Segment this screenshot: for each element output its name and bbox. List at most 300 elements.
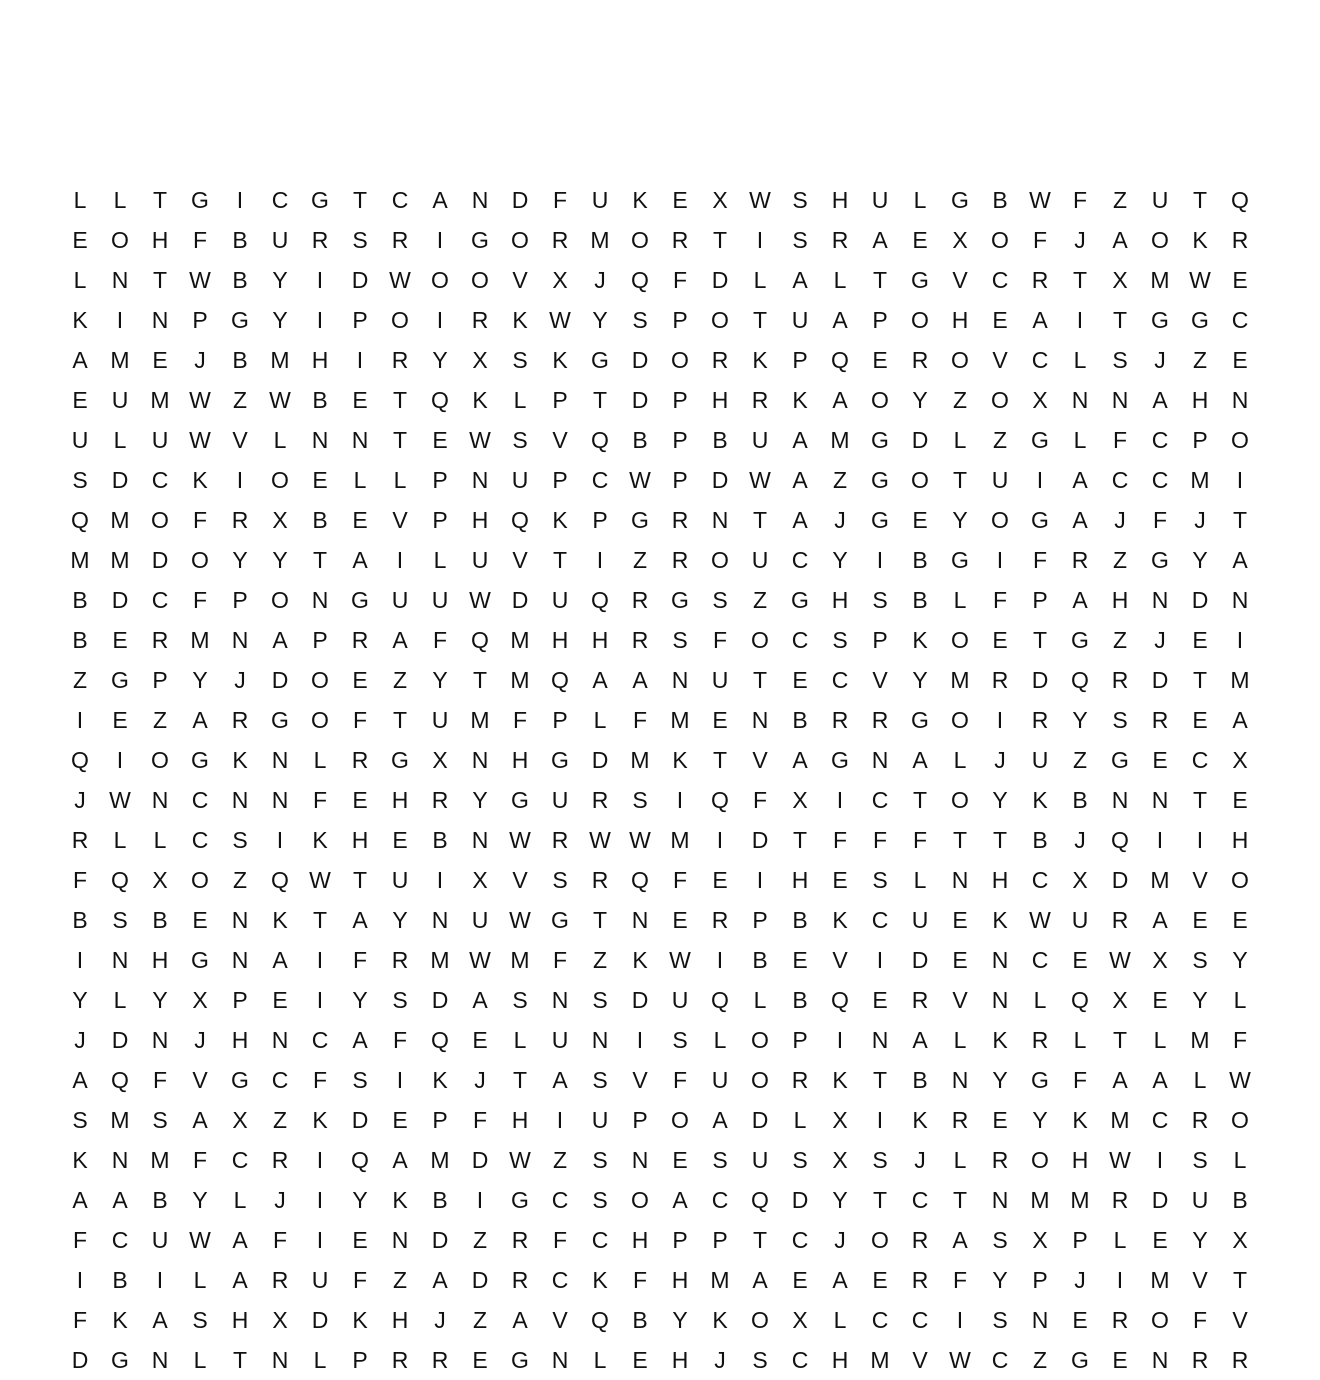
letter-cell[interactable]: L [593,1346,607,1373]
letter-cell[interactable]: E [352,506,368,533]
letter-cell[interactable]: T [1072,266,1088,293]
letter-cell[interactable]: C [871,786,889,813]
letter-cell[interactable]: A [832,386,848,413]
letter-cell[interactable]: N [1111,386,1129,413]
letter-cell[interactable]: Z [152,706,168,733]
letter-cell[interactable]: J [74,1026,86,1053]
letter-cell[interactable]: F [752,786,768,813]
letter-cell[interactable]: A [1232,706,1248,733]
letter-cell[interactable]: C [231,1146,249,1173]
letter-cell[interactable]: F [1032,226,1048,253]
letter-cell[interactable]: J [194,1026,206,1053]
letter-cell[interactable]: Y [992,1066,1008,1093]
letter-cell[interactable]: I [276,826,284,853]
letter-cell[interactable]: Y [272,546,288,573]
letter-cell[interactable]: O [871,1226,889,1253]
letter-cell[interactable]: L [73,266,87,293]
letter-cell[interactable]: E [872,986,888,1013]
letter-cell[interactable]: E [312,466,328,493]
letter-cell[interactable]: C [991,1346,1009,1373]
letter-cell[interactable]: L [593,706,607,733]
letter-cell[interactable]: X [1072,866,1088,893]
letter-cell[interactable]: T [872,1186,888,1213]
letter-cell[interactable]: X [1112,266,1128,293]
letter-cell[interactable]: H [231,1026,249,1053]
letter-cell[interactable]: R [911,986,929,1013]
letter-cell[interactable]: D [711,466,729,493]
letter-cell[interactable]: V [512,546,528,573]
letter-cell[interactable]: M [630,746,650,773]
letter-cell[interactable]: O [951,786,969,813]
letter-cell[interactable]: M [870,1346,890,1373]
letter-cell[interactable]: E [912,226,928,253]
letter-cell[interactable]: N [271,1346,289,1373]
letter-cell[interactable]: K [992,1026,1008,1053]
letter-cell[interactable]: O [391,306,409,333]
letter-cell[interactable]: X [1032,386,1048,413]
letter-cell[interactable]: I [716,826,724,853]
letter-cell[interactable]: F [1072,186,1088,213]
letter-cell[interactable]: B [232,346,248,373]
letter-cell[interactable]: C [791,1226,809,1253]
letter-cell[interactable]: U [471,546,489,573]
letter-cell[interactable]: Y [72,986,88,1013]
letter-cell[interactable]: K [1032,786,1048,813]
letter-cell[interactable]: T [872,266,888,293]
letter-cell[interactable]: I [1156,1146,1164,1173]
letter-cell[interactable]: Y [912,666,928,693]
letter-cell[interactable]: D [1151,1186,1169,1213]
letter-cell[interactable]: U [591,186,609,213]
letter-cell[interactable]: D [631,986,649,1013]
letter-cell[interactable]: A [512,1306,528,1333]
letter-cell[interactable]: E [1232,906,1248,933]
letter-cell[interactable]: Z [1112,626,1128,653]
letter-cell[interactable]: E [1192,626,1208,653]
letter-cell[interactable]: D [271,666,289,693]
letter-cell[interactable]: R [1111,906,1129,933]
letter-cell[interactable]: F [352,1266,368,1293]
letter-cell[interactable]: Z [472,1226,488,1253]
letter-cell[interactable]: E [352,386,368,413]
letter-cell[interactable]: L [1033,986,1047,1013]
letter-cell[interactable]: N [351,426,369,453]
letter-cell[interactable]: W [469,586,491,613]
letter-cell[interactable]: M [430,946,450,973]
letter-cell[interactable]: M [510,666,530,693]
letter-cell[interactable]: R [391,1346,409,1373]
letter-cell[interactable]: G [271,706,289,733]
letter-cell[interactable]: T [752,306,768,333]
letter-cell[interactable]: I [676,786,684,813]
letter-cell[interactable]: Y [432,666,448,693]
letter-cell[interactable]: X [832,1146,848,1173]
letter-cell[interactable]: A [792,746,808,773]
letter-cell[interactable]: R [711,906,729,933]
letter-cell[interactable]: F [392,1026,408,1053]
letter-cell[interactable]: O [751,1026,769,1053]
letter-cell[interactable]: I [1036,466,1044,493]
letter-cell[interactable]: U [71,426,89,453]
letter-cell[interactable]: V [392,506,408,533]
letter-cell[interactable]: E [472,1346,488,1373]
letter-cell[interactable]: K [832,906,848,933]
letter-cell[interactable]: D [151,546,169,573]
letter-cell[interactable]: Y [912,386,928,413]
letter-cell[interactable]: R [1191,1346,1209,1373]
letter-cell[interactable]: Y [1232,946,1248,973]
letter-cell[interactable]: E [352,1226,368,1253]
letter-cell[interactable]: O [751,1066,769,1093]
letter-cell[interactable]: U [151,1226,169,1253]
letter-cell[interactable]: A [1152,1066,1168,1093]
letter-cell[interactable]: O [1231,1106,1249,1133]
letter-cell[interactable]: G [1151,546,1169,573]
letter-cell[interactable]: S [872,1146,888,1173]
letter-cell[interactable]: I [836,786,844,813]
letter-cell[interactable]: D [431,986,449,1013]
letter-cell[interactable]: N [231,786,249,813]
letter-cell[interactable]: O [951,626,969,653]
letter-cell[interactable]: L [193,1346,207,1373]
letter-cell[interactable]: Z [232,866,248,893]
letter-cell[interactable]: D [751,1106,769,1133]
letter-cell[interactable]: J [834,1226,846,1253]
letter-cell[interactable]: I [316,1146,324,1173]
letter-cell[interactable]: Z [832,466,848,493]
letter-cell[interactable]: V [832,946,848,973]
letter-cell[interactable]: E [352,786,368,813]
letter-cell[interactable]: E [952,946,968,973]
letter-cell[interactable]: M [430,1146,450,1173]
letter-cell[interactable]: Q [471,626,489,653]
letter-cell[interactable]: G [871,466,889,493]
letter-cell[interactable]: N [471,746,489,773]
letter-cell[interactable]: C [311,1026,329,1053]
letter-cell[interactable]: N [391,1226,409,1253]
letter-cell[interactable]: P [592,506,608,533]
letter-cell[interactable]: I [396,1066,404,1093]
letter-cell[interactable]: S [792,186,808,213]
letter-cell[interactable]: Q [111,866,129,893]
letter-cell[interactable]: G [551,906,569,933]
letter-cell[interactable]: I [476,1186,484,1213]
letter-cell[interactable]: Z [272,1106,288,1133]
letter-cell[interactable]: N [151,1026,169,1053]
letter-cell[interactable]: T [752,506,768,533]
letter-cell[interactable]: U [871,186,889,213]
letter-cell[interactable]: B [232,266,248,293]
letter-cell[interactable]: S [1192,946,1208,973]
letter-cell[interactable]: Z [232,386,248,413]
letter-cell[interactable]: C [551,1266,569,1293]
letter-cell[interactable]: H [1191,386,1209,413]
letter-cell[interactable]: G [911,706,929,733]
letter-cell[interactable]: C [151,586,169,613]
letter-cell[interactable]: G [631,506,649,533]
letter-cell[interactable]: G [591,346,609,373]
letter-cell[interactable]: M [1150,1266,1170,1293]
letter-cell[interactable]: O [1151,1306,1169,1333]
letter-cell[interactable]: A [752,1266,768,1293]
letter-cell[interactable]: P [552,386,568,413]
letter-cell[interactable]: R [271,1266,289,1293]
letter-cell[interactable]: E [792,1266,808,1293]
letter-cell[interactable]: C [1151,426,1169,453]
letter-cell[interactable]: L [713,1026,727,1053]
letter-cell[interactable]: S [712,1146,728,1173]
letter-cell[interactable]: U [1191,1186,1209,1213]
letter-cell[interactable]: N [751,706,769,733]
letter-cell[interactable]: Z [1112,546,1128,573]
letter-cell[interactable]: W [389,266,411,293]
letter-cell[interactable]: O [911,466,929,493]
letter-cell[interactable]: Z [592,946,608,973]
letter-cell[interactable]: E [832,866,848,893]
letter-cell[interactable]: R [1111,1306,1129,1333]
letter-cell[interactable]: H [831,586,849,613]
letter-cell[interactable]: B [752,946,768,973]
letter-cell[interactable]: C [831,666,849,693]
letter-cell[interactable]: O [711,306,729,333]
letter-cell[interactable]: S [712,586,728,613]
letter-cell[interactable]: P [552,706,568,733]
letter-cell[interactable]: P [792,346,808,373]
letter-cell[interactable]: W [269,386,291,413]
letter-cell[interactable]: C [1191,746,1209,773]
letter-cell[interactable]: T [712,226,728,253]
letter-cell[interactable]: E [1232,786,1248,813]
letter-cell[interactable]: M [110,546,130,573]
letter-cell[interactable]: P [672,426,688,453]
letter-cell[interactable]: N [551,1346,569,1373]
letter-cell[interactable]: Y [352,986,368,1013]
letter-cell[interactable]: L [433,546,447,573]
letter-cell[interactable]: J [434,1306,446,1333]
letter-cell[interactable]: U [511,466,529,493]
letter-cell[interactable]: A [272,626,288,653]
letter-cell[interactable]: A [1112,1066,1128,1093]
letter-cell[interactable]: Q [631,866,649,893]
letter-cell[interactable]: X [552,266,568,293]
letter-cell[interactable]: H [711,386,729,413]
letter-cell[interactable]: I [1076,306,1084,333]
letter-cell[interactable]: K [1192,226,1208,253]
letter-cell[interactable]: E [792,666,808,693]
letter-cell[interactable]: Q [751,1186,769,1213]
letter-cell[interactable]: F [1192,1306,1208,1333]
letter-cell[interactable]: Y [272,306,288,333]
letter-cell[interactable]: A [632,666,648,693]
letter-cell[interactable]: H [351,826,369,853]
letter-cell[interactable]: A [232,1266,248,1293]
letter-cell[interactable]: U [791,306,809,333]
letter-cell[interactable]: R [431,1346,449,1373]
letter-cell[interactable]: E [1232,266,1248,293]
letter-cell[interactable]: B [432,1186,448,1213]
letter-cell[interactable]: R [271,1146,289,1173]
letter-cell[interactable]: U [1031,746,1049,773]
letter-cell[interactable]: E [72,386,88,413]
letter-cell[interactable]: A [832,306,848,333]
letter-cell[interactable]: F [912,826,928,853]
letter-cell[interactable]: P [872,306,888,333]
letter-cell[interactable]: M [1190,1026,1210,1053]
letter-cell[interactable]: Q [591,586,609,613]
letter-cell[interactable]: K [992,906,1008,933]
letter-cell[interactable]: J [834,506,846,533]
letter-cell[interactable]: F [432,626,448,653]
letter-cell[interactable]: E [1112,1346,1128,1373]
letter-cell[interactable]: W [1189,266,1211,293]
letter-cell[interactable]: R [1111,666,1129,693]
letter-cell[interactable]: U [751,546,769,573]
letter-cell[interactable]: A [392,626,408,653]
letter-cell[interactable]: K [432,1066,448,1093]
letter-cell[interactable]: Z [392,1266,408,1293]
letter-cell[interactable]: R [911,1226,929,1253]
letter-cell[interactable]: F [72,866,88,893]
letter-cell[interactable]: A [792,466,808,493]
letter-cell[interactable]: K [112,1306,128,1333]
letter-cell[interactable]: Y [232,546,248,573]
letter-cell[interactable]: I [76,706,84,733]
letter-cell[interactable]: H [1071,1146,1089,1173]
letter-cell[interactable]: P [632,1106,648,1133]
letter-cell[interactable]: A [1072,466,1088,493]
letter-cell[interactable]: L [953,746,967,773]
letter-cell[interactable]: I [876,546,884,573]
letter-cell[interactable]: N [311,426,329,453]
letter-cell[interactable]: H [671,1266,689,1293]
letter-cell[interactable]: S [72,466,88,493]
letter-cell[interactable]: K [912,1106,928,1133]
letter-cell[interactable]: B [712,426,728,453]
letter-cell[interactable]: T [392,426,408,453]
letter-cell[interactable]: U [391,586,409,613]
letter-cell[interactable]: U [711,1066,729,1093]
letter-cell[interactable]: C [871,1306,889,1333]
letter-cell[interactable]: I [636,1026,644,1053]
letter-cell[interactable]: N [951,866,969,893]
letter-cell[interactable]: F [672,866,688,893]
letter-cell[interactable]: V [1232,1306,1248,1333]
letter-cell[interactable]: O [151,506,169,533]
letter-cell[interactable]: B [312,506,328,533]
letter-cell[interactable]: R [831,706,849,733]
letter-cell[interactable]: C [1231,306,1249,333]
letter-cell[interactable]: Z [552,1146,568,1173]
letter-cell[interactable]: Z [632,546,648,573]
letter-cell[interactable]: T [512,1066,528,1093]
letter-cell[interactable]: F [312,1066,328,1093]
letter-cell[interactable]: M [270,346,290,373]
letter-cell[interactable]: C [791,1346,809,1373]
letter-cell[interactable]: V [872,666,888,693]
letter-cell[interactable]: U [711,666,729,693]
letter-cell[interactable]: W [1109,946,1131,973]
letter-cell[interactable]: J [194,346,206,373]
letter-cell[interactable]: R [1231,226,1249,253]
letter-cell[interactable]: I [436,866,444,893]
letter-cell[interactable]: V [512,266,528,293]
letter-cell[interactable]: H [1111,586,1129,613]
letter-cell[interactable]: S [512,426,528,453]
letter-cell[interactable]: M [150,386,170,413]
letter-cell[interactable]: M [110,1106,130,1133]
letter-cell[interactable]: O [951,346,969,373]
letter-cell[interactable]: T [952,826,968,853]
letter-cell[interactable]: E [112,706,128,733]
letter-cell[interactable]: B [632,426,648,453]
letter-cell[interactable]: F [1232,1026,1248,1053]
letter-cell[interactable]: O [511,226,529,253]
letter-cell[interactable]: E [1152,986,1168,1013]
letter-cell[interactable]: Y [832,1186,848,1213]
letter-cell[interactable]: L [73,186,87,213]
letter-cell[interactable]: T [792,826,808,853]
letter-cell[interactable]: J [1154,346,1166,373]
letter-cell[interactable]: P [672,1226,688,1253]
letter-cell[interactable]: E [672,1146,688,1173]
letter-cell[interactable]: N [111,266,129,293]
letter-cell[interactable]: G [111,666,129,693]
letter-cell[interactable]: B [312,386,328,413]
letter-cell[interactable]: I [316,946,324,973]
letter-cell[interactable]: A [1152,386,1168,413]
letter-cell[interactable]: W [629,466,651,493]
letter-cell[interactable]: G [911,266,929,293]
letter-cell[interactable]: F [872,826,888,853]
letter-cell[interactable]: D [111,586,129,613]
letter-cell[interactable]: Z [392,666,408,693]
letter-cell[interactable]: C [111,1226,129,1253]
letter-cell[interactable]: P [1032,1266,1048,1293]
letter-cell[interactable]: I [396,546,404,573]
letter-cell[interactable]: V [1192,866,1208,893]
letter-cell[interactable]: C [991,266,1009,293]
letter-cell[interactable]: L [113,186,127,213]
letter-cell[interactable]: N [631,906,649,933]
letter-cell[interactable]: B [792,986,808,1013]
letter-cell[interactable]: N [591,1026,609,1053]
letter-cell[interactable]: T [392,706,408,733]
letter-cell[interactable]: D [791,1186,809,1213]
letter-cell[interactable]: W [189,426,211,453]
letter-cell[interactable]: F [952,1266,968,1293]
letter-cell[interactable]: A [872,226,888,253]
letter-cell[interactable]: E [1232,346,1248,373]
letter-cell[interactable]: O [1031,1146,1049,1173]
letter-cell[interactable]: H [511,1106,529,1133]
letter-cell[interactable]: D [471,1266,489,1293]
letter-cell[interactable]: A [1112,226,1128,253]
letter-cell[interactable]: E [1072,946,1088,973]
letter-cell[interactable]: F [632,706,648,733]
letter-cell[interactable]: N [471,466,489,493]
letter-cell[interactable]: J [474,1066,486,1093]
letter-cell[interactable]: L [833,1306,847,1333]
letter-cell[interactable]: Z [472,1306,488,1333]
letter-cell[interactable]: Z [752,586,768,613]
letter-cell[interactable]: F [1032,546,1048,573]
letter-cell[interactable]: S [592,986,608,1013]
letter-cell[interactable]: C [1151,466,1169,493]
letter-cell[interactable]: S [232,826,248,853]
letter-cell[interactable]: C [1111,466,1129,493]
letter-cell[interactable]: R [1231,1346,1249,1373]
letter-cell[interactable]: I [316,306,324,333]
